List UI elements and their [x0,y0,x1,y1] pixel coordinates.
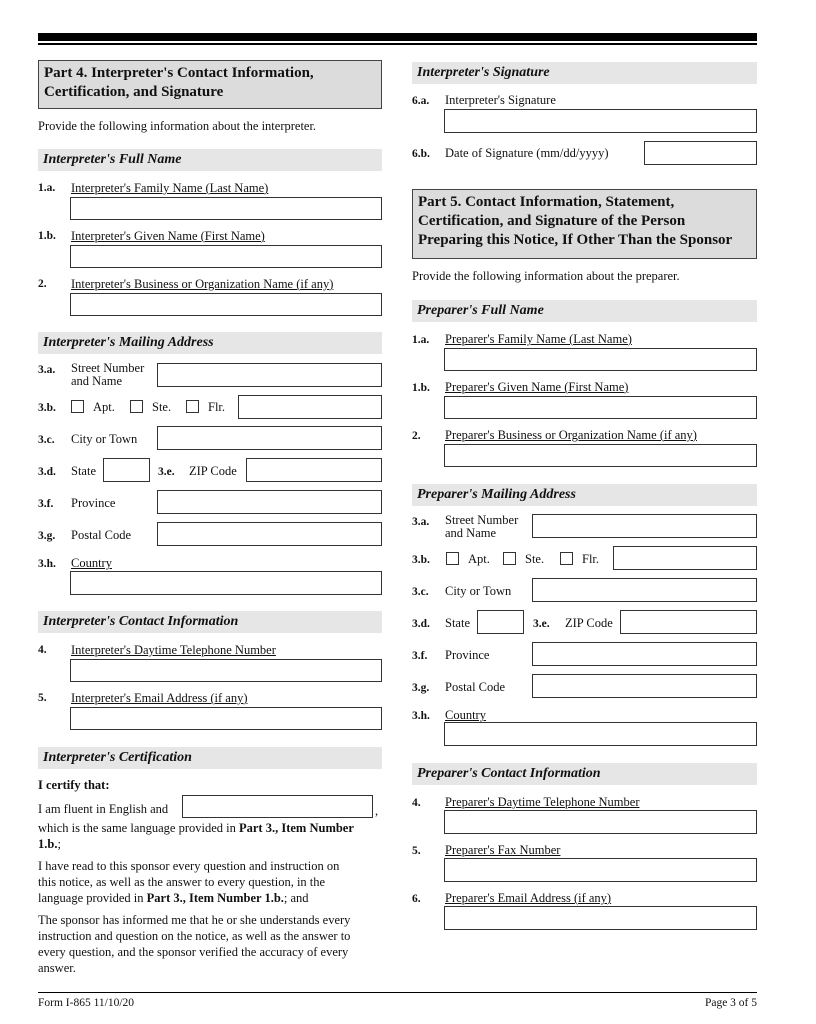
item-number: 5. [38,692,47,704]
item-number: 3.g. [38,530,56,542]
same-language-text: which is the same language provided in Part 3., Item Number 1.b.; [38,821,354,851]
fax-label: Preparer's Fax Number [445,843,561,857]
daytime-phone-label: Preparer's Daytime Telephone Number [445,795,640,809]
item-number: 2. [412,430,421,442]
item-number: 6. [412,893,421,905]
read-statement: I have read to this sponsor every question and instruction on this notice, as well as the answer to every question, in the language provided in Part 3., Item Number 1.b.; and [38,859,340,905]
item-number: 3.c. [38,434,55,446]
preparer-contact-heading: Preparer's Contact Information [412,763,757,785]
preparer-business-name-field[interactable] [444,444,757,467]
preparer-mailing-address-heading: Preparer's Mailing Address [412,484,757,506]
flr-checkbox[interactable] [560,552,573,565]
item-number: 6.a. [412,95,430,107]
item-number: 6.b. [412,148,430,160]
email-label: Preparer's Email Address (if any) [445,891,612,905]
preparer-given-name-field[interactable] [444,396,757,419]
business-name-label: Preparer's Business or Organization Name (if any) [445,428,697,442]
state-label: State [445,616,470,630]
street-label: Street Number and Name [71,361,145,388]
preparer-postal-code-field[interactable] [532,674,757,698]
item-number: 3.e. [533,618,550,630]
interpreter-signature-field[interactable] [444,109,757,133]
item-number: 1.a. [38,182,56,194]
item-number: 3.a. [38,364,56,376]
signature-date-field[interactable] [644,141,757,165]
inform-statement: The sponsor has informed me that he or she understands every instruction and question on the notice, as well as the answer to every question, and the sponsor verified the accuracy of every answer. [38,913,351,975]
city-label: City or Town [71,432,138,446]
footer-rule [38,992,757,993]
province-label: Province [445,648,490,662]
interpreter-postal-code-field[interactable] [157,522,382,546]
item-number: 1.a. [412,334,430,346]
interpreter-country-field[interactable] [70,571,382,595]
preparer-state-field[interactable] [477,610,524,634]
form-identifier: Form I-865 11/10/20 [38,997,135,1009]
province-label: Province [71,496,116,510]
country-label: Country [445,708,486,722]
item-number: 3.d. [412,618,430,630]
fluent-text: I am fluent in English and [38,802,169,816]
item-number: 3.d. [38,466,56,478]
preparer-street-field[interactable] [532,514,757,538]
family-name-label: Preparer's Family Name (Last Name) [445,332,632,346]
item-number: 3.a. [412,516,430,528]
part5-title: Part 5. Contact Information, Statement, Certification, and Signature of the Person Preparing this Notice, If Other Than the Sponsor [412,189,757,259]
interpreter-email-field[interactable] [70,707,382,730]
preparer-email-field[interactable] [444,906,757,930]
header-rule-thick [38,33,757,41]
postal-code-label: Postal Code [445,680,506,694]
flr-checkbox[interactable] [186,400,199,413]
item-number: 2. [38,278,47,290]
postal-code-label: Postal Code [71,528,132,542]
interpreter-given-name-field[interactable] [70,245,382,268]
item-number: 4. [38,644,47,656]
flr-label: Flr. [208,400,226,414]
item-number: 3.g. [412,682,430,694]
interpreter-contact-heading: Interpreter's Contact Information [38,611,382,633]
item-number: 3.c. [412,586,429,598]
zip-label: ZIP Code [565,616,613,630]
interpreter-state-field[interactable] [103,458,150,482]
item-number: 3.b. [412,554,430,566]
header-rule-thin [38,43,757,45]
preparer-full-name-heading: Preparer's Full Name [412,300,757,322]
apt-label: Apt. [93,400,115,414]
given-name-label: Preparer's Given Name (First Name) [445,380,629,394]
preparer-country-field[interactable] [444,722,757,746]
preparer-city-field[interactable] [532,578,757,602]
ste-checkbox[interactable] [130,400,143,413]
family-name-label: Interpreter's Family Name (Last Name) [71,181,269,195]
ste-label: Ste. [525,552,545,566]
city-label: City or Town [445,584,512,598]
item-number: 3.h. [38,558,56,570]
preparer-province-field[interactable] [532,642,757,666]
apt-checkbox[interactable] [71,400,84,413]
signature-label: Interpreter's Signature [445,93,556,107]
comma: , [375,804,379,818]
preparer-fax-field[interactable] [444,858,757,882]
flr-label: Flr. [582,552,600,566]
item-number: 3.e. [158,466,175,478]
part4-title: Part 4. Interpreter's Contact Information, Certification, and Signature [38,60,382,109]
item-number: 3.f. [412,650,428,662]
item-number: 5. [412,845,421,857]
part5-intro: Provide the following information about the preparer. [412,269,680,283]
item-number: 1.b. [38,230,56,242]
preparer-zip-field[interactable] [620,610,757,634]
interpreter-street-field[interactable] [157,363,382,387]
language-field[interactable] [182,795,373,818]
interpreter-zip-field[interactable] [246,458,382,482]
daytime-phone-label: Interpreter's Daytime Telephone Number [71,643,276,657]
interpreter-full-name-heading: Interpreter's Full Name [38,149,382,171]
item-number: 3.b. [38,402,56,414]
item-number: 3.f. [38,498,54,510]
certify-heading: I certify that: [38,778,110,792]
interpreter-family-name-field[interactable] [70,197,382,220]
apt-checkbox[interactable] [446,552,459,565]
street-label: Street Number and Name [445,513,519,540]
state-label: State [71,464,96,478]
interpreter-city-field[interactable] [157,426,382,450]
preparer-unit-number-field[interactable] [613,546,757,570]
email-label: Interpreter's Email Address (if any) [71,691,248,705]
interpreter-daytime-phone-field[interactable] [70,659,382,682]
interpreter-certification-heading: Interpreter's Certification [38,747,382,769]
page-number: Page 3 of 5 [704,997,757,1009]
ste-checkbox[interactable] [503,552,516,565]
zip-label: ZIP Code [189,464,237,478]
country-label: Country [71,556,112,570]
interpreter-province-field[interactable] [157,490,382,514]
item-number: 1.b. [412,382,430,394]
part4-intro: Provide the following information about the interpreter. [38,119,317,133]
interpreter-mailing-address-heading: Interpreter's Mailing Address [38,332,382,354]
preparer-family-name-field[interactable] [444,348,757,371]
interpreter-signature-heading: Interpreter's Signature [412,62,757,84]
preparer-daytime-phone-field[interactable] [444,810,757,834]
item-number: 4. [412,797,421,809]
given-name-label: Interpreter's Given Name (First Name) [71,229,265,243]
item-number: 3.h. [412,710,430,722]
date-signature-label: Date of Signature (mm/dd/yyyy) [445,146,609,160]
apt-label: Apt. [468,552,490,566]
interpreter-unit-number-field[interactable] [238,395,382,419]
interpreter-business-name-field[interactable] [70,293,382,316]
business-name-label: Interpreter's Business or Organization Name (if any) [71,277,334,291]
ste-label: Ste. [152,400,172,414]
